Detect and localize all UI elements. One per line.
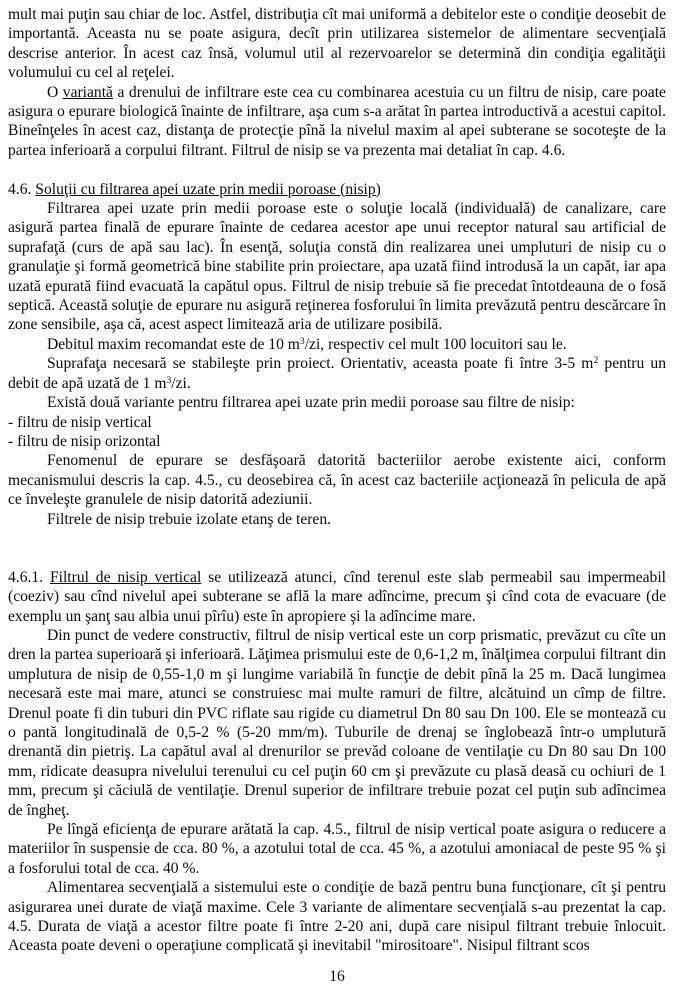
text-segment: pentru un debit de apă uzată de 1 m: [8, 355, 666, 392]
paragraph-debit: [8, 335, 666, 354]
superscript-text: 3: [299, 336, 305, 348]
superscript-text: 3: [166, 374, 172, 386]
paragraph-eficienta: [8, 820, 666, 878]
heading-4-6: [8, 180, 666, 199]
text-segment: Există două variante pentru filtrarea apei uzate prin medii poroase sau filtre de nisip:: [47, 394, 575, 412]
text-segment: Filtrele de nisip trebuie izolate etanş de teren.: [47, 510, 332, 528]
text-segment: 4.6.: [8, 180, 36, 198]
text-segment: O: [47, 83, 63, 101]
text-segment: se utilizează atunci, cînd terenul este slab permeabil sau impermeabil (coeziv) sau cînd nivelul apei subterane se află la mare adîncime, precum şi cînd cota de evacuare (de exemplu un şanţ sau albia unui pîrîu) este în apropiere şi la adîncime mare.: [8, 568, 667, 625]
text-segment: Suprafaţa necesară se stabileşte prin proiect. Orientativ, aceasta poate fi între 3-5 m: [47, 355, 594, 373]
text-segment: Fenomenul de epurare se desfăşoară datorită bacteriilor aerobe existente aici, conform mecanismului descris la cap. 4.5., cu deosebirea că, în acest caz bacteriile acţionează în pelicula de apă ce înveleşte granulele de nisip datorită adeziunii.: [8, 452, 666, 509]
paragraph-fenomenul: [8, 451, 666, 509]
text-segment: mult mai puţin sau chiar de loc. Astfel, distribuţia cît mai uniformă a debitelor este o condiţie deosebit de importantă. Aceasta nu se poate asigura, decît prin utilizarea sistemelor de alimentare secvenţială descrise anterior. În acest caz însă, volumul util al rezervoarelor se determină din condiţia egalităţii volumului cu cel al reţelei.: [8, 6, 666, 82]
paragraph-continuation: [8, 5, 666, 83]
paragraph-constructiv: [8, 626, 666, 820]
list-item-orizontal: [8, 432, 666, 451]
paragraph-filtrarea: [8, 199, 666, 335]
list-item-vertical: [8, 413, 666, 432]
underlined-text: Filtrul de nisip vertical: [49, 568, 202, 586]
text-segment: a drenului de infiltrare este cea cu combinarea acestuia cu un filtru de nisip, care poate asigura o epurare biologică înainte de infiltrare, aşa cum s-a arătat în partea introductivă a acestui capitol. Bineînţeles în acest caz, distanţa de protecţie pînă la nivelul maxim al apei subterane se socoteşte de la partea inferioară a corpului filtrant. Filtrul de nisip se va prezenta mai detaliat în cap. 4.6.: [8, 83, 666, 159]
paragraph-suprafata: [8, 354, 666, 393]
paragraph-variante: [8, 393, 666, 412]
text-segment: Din punct de vedere constructiv, filtrul de nisip vertical este un corp prismatic, prevăzut cu cîte un dren la partea superioară şi inferioară. Lăţimea prismului este de 0,6-1,2 m, înălţimea corpului filtrant din umplutura de nisip de 0,55-1,0 m şi lungime variabilă în funcţie de debit pînă la 25 m. Dacă lungimea necesară este mai mare, atunci se construiesc mai multe ramuri de filtre, alcătuind un cîmp de filtre. Drenul poate fi din tuburi din PVC riflate sau rigide cu diametrul Dn 80 sau Dn 100. Ele se montează cu o pantă longitudinală de 0,5-2 % (5-20 mm/m). Tuburile de drenaj se înglobează într-o umplutură drenantă din pietriş. La capătul aval al drenurilor se prevăd coloane de ventilaţie cu Dn 80 sau Dn 100 mm, ridicate deasupra nivelului terenului cu cel puţin 60 cm şi prevăzute cu plasă deasă cu ochiuri de 1 mm, precum şi căciulă de ventilaţie. Drenul superior de infiltrare trebuie pozat cel puţin sub adîncimea de îngheţ.: [8, 626, 666, 819]
page-number: 16: [329, 967, 345, 985]
underlined-text: variantă: [62, 83, 113, 101]
text-segment: Debitul maxim recomandat este de 10 m: [47, 335, 300, 353]
underlined-text: Soluţii cu filtrarea apei uzate prin medii poroase (nisip): [35, 180, 381, 198]
text-segment: /zi, respectiv cel mult 100 locuitori sau le.: [304, 335, 567, 353]
text-segment: 4.6.1.: [8, 568, 50, 586]
text-segment: /zi.: [171, 374, 191, 392]
document-body: [8, 5, 666, 956]
paragraph-varianta: [8, 83, 666, 161]
text-segment: Pe lîngă eficienţa de epurare arătată la cap. 4.5., filtrul de nisip vertical poate asigura o reducere a materiilor în suspensie de cca. 80 %, a azotului total de cca. 45 %, a azotului amoniacal de peste 95 % şi a fosforului total de cca. 40 %.: [8, 821, 666, 877]
paragraph-filtrele: [8, 510, 666, 529]
text-segment: Filtrarea apei uzate prin medii poroase este o soluţie locală (individuală) de canalizare, care asigură partea finală de epurare înainte de cedarea acestor ape unui receptor natural sau artificial de suprafaţă (curs de apă sau lac). În esenţă, soluţia constă din realizarea unei umpluturi de nisip cu o granulaţie şi formă geometrică bine stabilite prin proiectare, apa uzată fiind introdusă la un capăt, iar apa uzată epurată fiind evacuată la capătul opus. Filtrul de nisip trebuie să fie precedat întotdeauna de o fosă septică. Această soluţie de epurare nu asigură reţinerea fosforului în limita prevăzută pentru descărcare în zone sensibile, aşa că, acest aspect limitează aria de utilizare posibilă.: [8, 200, 666, 334]
paragraph-alimentarea: [8, 878, 666, 956]
heading-4-6-1: [8, 568, 666, 626]
text-segment: - filtru de nisip orizontal: [8, 432, 161, 450]
text-segment: - filtru de nisip vertical: [8, 413, 152, 431]
text-segment: Alimentarea secvenţială a sistemului este o condiţie de bază pentru buna funcţionare, cît şi pentru asigurarea unei durate de viaţă maxime. Cele 3 variante de alimentare secvenţială s-au prezentat la cap. 4.5. Durata de viaţă a acestor filtre poate fi între 2-20 ani, după care nisipul filtrant trebuie înlocuit. Aceasta poate deveni o operaţiune complicată şi inevitabil "mirositoare". Nisipul filtrant scos: [8, 879, 666, 955]
superscript-text: 2: [593, 355, 599, 367]
